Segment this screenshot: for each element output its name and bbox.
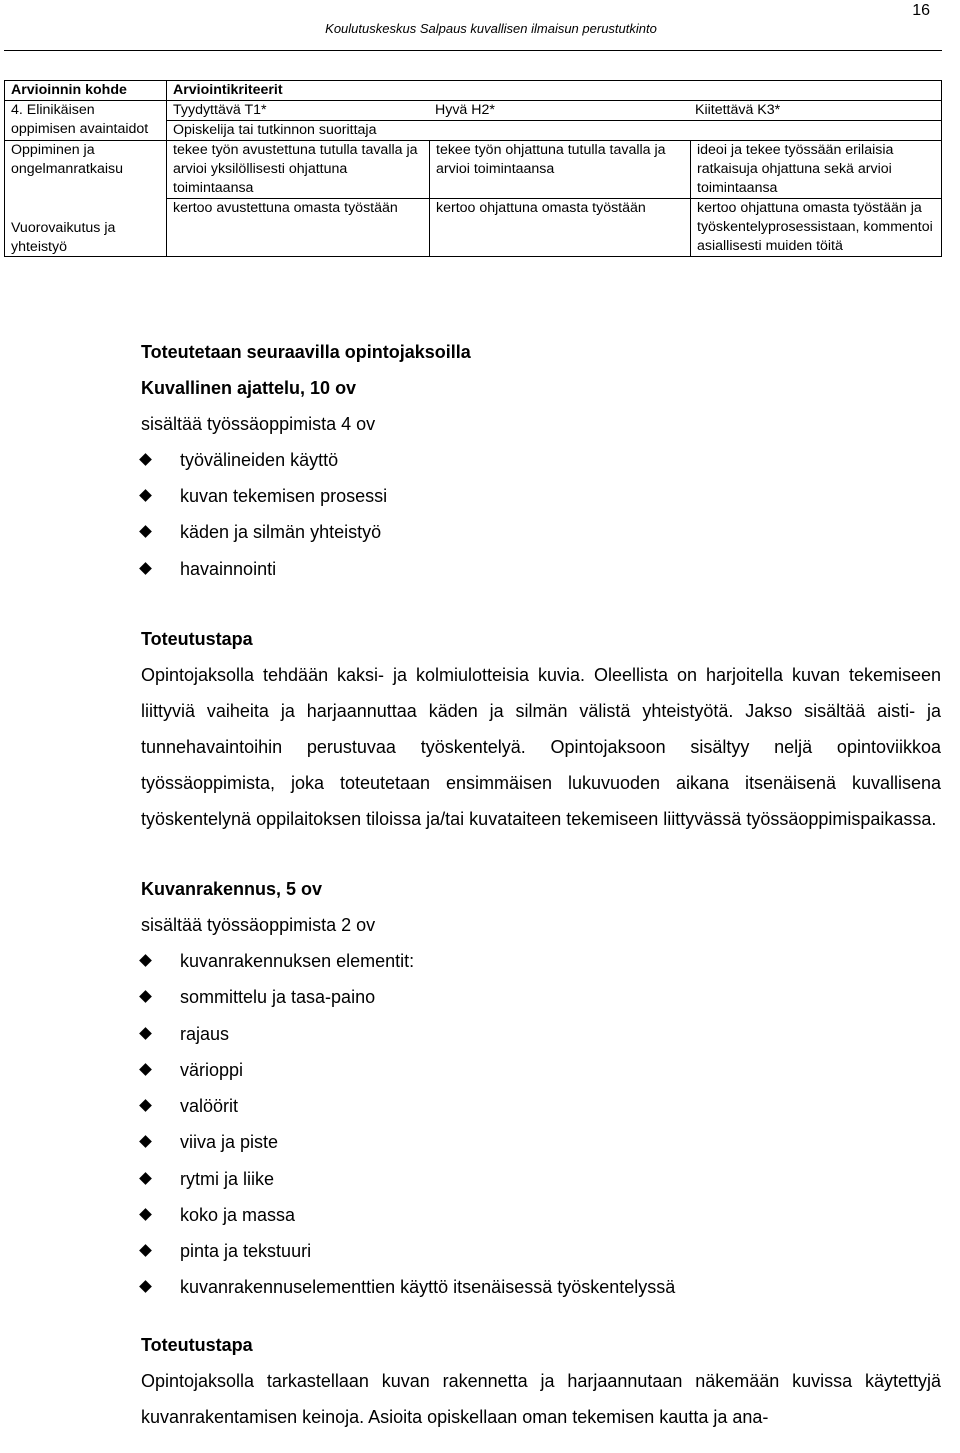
column-header-criteria: Arviointikriteerit: [167, 81, 942, 101]
list-item: kuvan tekemisen prosessi: [141, 478, 941, 514]
table-header-row: [5, 81, 942, 101]
level-good: Hyvä H2*: [435, 102, 495, 118]
running-header: Koulutuskeskus Salpaus kuvallisen ilmaisun perustutkinto: [325, 21, 657, 36]
diamond-bullet-icon: [139, 489, 152, 502]
method-heading: Toteutustapa: [141, 628, 253, 649]
list-item: viiva ja piste: [141, 1124, 941, 1160]
course-title: Kuvanrakennus, 5 ov: [141, 879, 323, 900]
course-includes: sisältää työssäoppimista 2 ov: [141, 915, 376, 936]
list-item: käden ja silmän yhteistyö: [141, 514, 941, 550]
row-target: Oppiminen ja ongelmanratkaisu: [5, 141, 167, 257]
criteria-block: [167, 101, 942, 141]
diamond-bullet-icon: [139, 562, 152, 575]
column-header-subject: Arvioinnin kohde: [5, 81, 167, 101]
diamond-bullet-icon: [139, 1135, 152, 1148]
diamond-bullet-icon: [139, 1208, 152, 1221]
criterion-t1: kertoo avustettuna omasta työstään: [167, 199, 430, 257]
subject-row: [5, 101, 942, 141]
subject-title: 4. Elinikäisen oppimisen avaintaidot: [5, 101, 167, 141]
list-item: sommittelu ja tasa-paino: [141, 979, 941, 1015]
list-item: pinta ja tekstuuri: [141, 1233, 941, 1269]
criterion-h2: tekee työn ohjattuna tutulla tavalla ja arvioi toimintaansa: [430, 141, 691, 199]
criterion-k3: ideoi ja tekee työssään erilaisia ratkaisuja ohjattuna sekä arvioi toimintaansa: [697, 142, 894, 196]
course-topic-list: [141, 943, 941, 1305]
course-includes: sisältää työssäoppimista 4 ov: [141, 414, 376, 434]
diamond-bullet-icon: [139, 1027, 152, 1040]
diamond-bullet-icon: [139, 1280, 152, 1293]
list-item: havainnointi: [141, 551, 941, 587]
row-target: Vuorovaikutus ja yhteistyö: [11, 220, 116, 255]
page-number: 16: [912, 2, 930, 19]
level-satisfactory: Tyydyttävä T1*: [173, 102, 267, 118]
list-item: kuvanrakennuselementtien käyttö itsenäisessä työskentelyssä: [141, 1269, 941, 1305]
diamond-bullet-icon: [139, 1172, 152, 1185]
main-content: [141, 334, 941, 1436]
list-item: työvälineiden käyttö: [141, 442, 941, 478]
diamond-bullet-icon: [139, 453, 152, 466]
row-criteria: [167, 141, 942, 257]
level-excellent: Kiitettävä K3*: [695, 102, 781, 118]
list-item: rajaus: [141, 1016, 941, 1052]
list-item: kuvanrakennuksen elementit:: [141, 943, 941, 979]
header-rule: [4, 50, 942, 51]
diamond-bullet-icon: [139, 1063, 152, 1076]
course-title: Kuvallinen ajattelu, 10 ov: [141, 378, 357, 398]
method-heading: Toteutustapa: [141, 1335, 253, 1356]
list-item: rytmi ja liike: [141, 1161, 941, 1197]
method-text: Opintojaksolla tarkastellaan kuvan rakennetta ja harjaannutaan näkemään kuvissa käytettyjä kuvanrakentamisen keinoja. Asioita opiskellaan oman tekemisen kautta ja ana-: [141, 1371, 941, 1428]
diamond-bullet-icon: [139, 991, 152, 1004]
diamond-bullet-icon: [139, 1244, 152, 1257]
student-label: Opiskelija tai tutkinnon suorittaja: [167, 121, 941, 141]
list-item: koko ja massa: [141, 1197, 941, 1233]
criterion-t1: tekee työn avustettuna tutulla tavalla ja arvioi yksilöllisesti ohjattuna toimintaansa: [167, 141, 430, 199]
criterion-h2: kertoo ohjattuna omasta työstään: [430, 199, 691, 257]
course-topic-list: [141, 442, 941, 587]
method-text: Opintojaksolla tehdään kaksi- ja kolmiulotteisia kuvia. Oleellista on harjoitella kuvan tekemiseen liittyviä vaiheita ja harjaannuttaa käden ja silmän välistä yhteistyötä. Jakso sisältää aisti- ja tunnehavaintoihin perustuvaa työskentelyä. Opintojaksoon sisältyy neljä opintoviikkoa työssäoppimista, joka toteutetaan ensimmäisen lukuvuoden aikana itsenäisenä kuvallisena työskentelynä oppilaitoksen tiloissa ja/tai kuvataiteen tekemiseen liittyvässä työssäoppimispaikassa.: [141, 664, 941, 830]
diamond-bullet-icon: [139, 1099, 152, 1112]
list-item: valöörit: [141, 1088, 941, 1124]
list-item: värioppi: [141, 1052, 941, 1088]
diamond-bullet-icon: [139, 954, 152, 967]
implemented-heading: Toteutetaan seuraavilla opintojaksoilla: [141, 342, 471, 362]
diamond-bullet-icon: [139, 526, 152, 539]
criterion-k3: kertoo ohjattuna omasta työstään ja työskentelyprosessistaan, kommentoi asiallisesti muiden töitä: [691, 199, 942, 257]
